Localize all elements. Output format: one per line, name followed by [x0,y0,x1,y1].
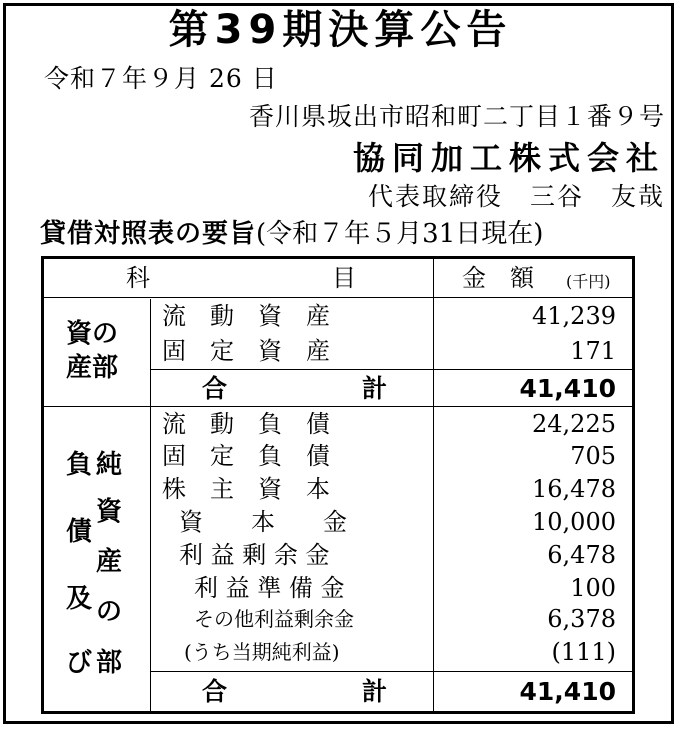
other-retained-earnings-value: 6,378 [547,605,616,633]
header-item-1: 科 [126,264,150,292]
fixed-liabilities-value: 705 [570,442,616,470]
other-retained-earnings-label: その他利益剰余金 [194,607,354,631]
balance-sheet-heading [40,221,543,247]
assets-total-value: 41,410 [519,374,616,403]
current-assets-label: 流 動 資 産 [162,302,330,330]
current-assets-value: 41,239 [532,302,616,330]
fixed-assets-label: 固 定 資 産 [162,337,330,365]
fixed-liabilities-label: 固 定 負 債 [162,442,330,470]
assets-section-label-2: 産部 [66,353,119,383]
liab-section-col1-2: 債 [66,517,93,547]
representative: 代表取締役 三谷 友哉 [367,182,665,211]
liabilities-total-value: 41,410 [519,677,616,706]
asset-section-divider [44,406,632,407]
header-unit: (千円) [566,272,611,291]
assets-total-label-2: 計 [362,374,388,403]
notice-title: 第39期決算公告 [168,7,513,53]
notice-date: 令和７年９月 26 日 [44,64,278,93]
header-divider [44,297,632,298]
fixed-assets-value: 171 [570,337,616,365]
asset-total-divider [150,369,632,370]
liab-section-col2-5: 部 [96,648,123,678]
shareholders-equity-value: 16,478 [532,475,616,503]
liab-section-col2-2: 資 [96,497,123,527]
header-item-2: 目 [332,264,356,292]
liab-section-col2-1: 純 [96,450,123,480]
current-liabilities-label: 流 動 負 債 [162,410,330,438]
liability-total-divider [150,671,632,672]
assets-section-label-1: 資の [66,319,119,349]
shareholders-equity-label: 株 主 資 本 [162,475,330,503]
retained-earnings-value: 6,478 [547,541,616,569]
liab-section-col2-3: 産 [96,547,123,577]
balance-sheet-heading-date: (令和７年５月31日現在) [256,219,544,249]
liab-section-col1-4: び [66,648,93,678]
legal-reserve-label: 利 益 準 備 金 [194,574,345,602]
liabilities-total-label-1: 合 [202,677,228,706]
retained-earnings-label: 利 益 剰 余 金 [179,541,330,569]
net-income-value: (111) [551,638,616,666]
liab-section-col1-3: 及 [66,584,93,614]
company-address: 香川県坂出市昭和町二丁目１番９号 [248,102,665,131]
amount-column-divider [433,259,434,711]
header-amount: 金 額 [462,264,534,292]
liab-section-col2-4: の [96,597,123,627]
liab-section-col1-1: 負 [66,450,93,480]
balance-sheet-table [41,256,635,714]
balance-sheet-heading-title: 貸借対照表の要旨 [40,219,257,249]
capital-stock-value: 10,000 [532,508,616,536]
capital-stock-label: 資 本 金 [179,508,347,536]
net-income-label: (うち当期純利益) [184,640,340,664]
current-liabilities-value: 24,225 [532,410,616,438]
section-column-divider [150,299,151,711]
liabilities-total-label-2: 計 [362,677,388,706]
legal-reserve-value: 100 [570,574,616,602]
assets-total-label-1: 合 [202,374,228,403]
company-name: 協同加工株式会社 [352,139,665,177]
